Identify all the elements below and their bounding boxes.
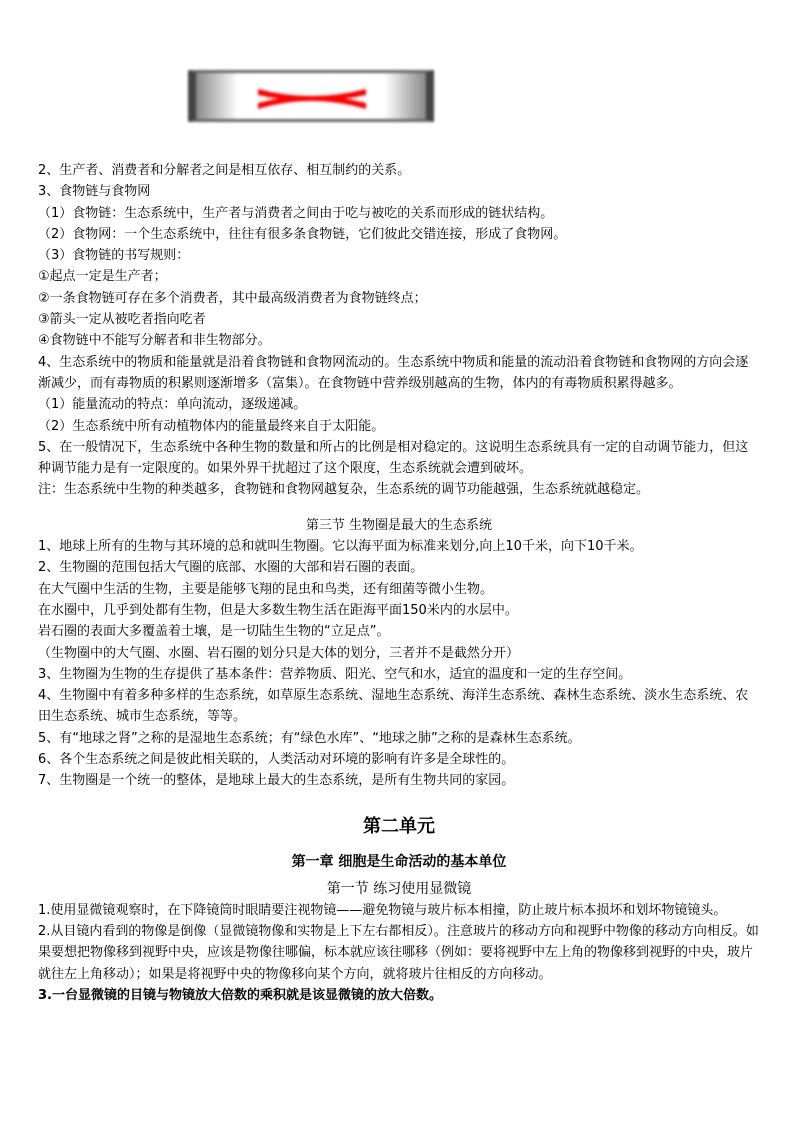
text-line: 在水圈中，几乎到处都有生物，但是大多数生物生活在距海平面150米内的水层中。 [38, 602, 518, 618]
chapter-title: 第一章 细胞是生命活动的基本单位 [291, 853, 507, 870]
section-3-title: 第三节 生物圈是最大的生态系统 [305, 517, 493, 533]
paragraph-5: 5、在一般情况下，生态系统中各种生物的数量和所占的比例是相对稳定的。这说明生态系统具有一定的自动调节能力，但这种调节能力是有一定限度的。如果外界干扰超过了这个限度，生态系统就会遭到破坏。 [38, 439, 749, 477]
subsection-title: 第一节 练习使用显微镜 [326, 880, 472, 897]
text-line: （生物圈中的大气圈、水圈、岩石圈的划分只是大体的划分，三者并不是截然分开） [38, 645, 520, 661]
text-line: 7、生物圈是一个统一的整体，是地球上最大的生态系统，是所有生物共同的家园。 [38, 773, 515, 789]
text-line: （1）食物链：生态系统中，生产者与消费者之间由于吃与被吃的关系而形成的链状结构。 [38, 205, 554, 221]
text-line: （3）食物链的书写规则： [38, 248, 190, 264]
microscope-point-3: 3.一台显微镜的目镜与物镜放大倍数的乘积就是该显微镜的放大倍数。 [38, 987, 442, 1003]
text-line: 岩石圈的表面大多覆盖着土壤，是一切陆生生物的“立足点”。 [38, 624, 390, 640]
text-line: 6、各个生态系统之间是彼此相关联的，人类活动对环境的影响有许多是全球性的。 [38, 752, 515, 768]
text-line: ③箭头一定从被吃者指向吃者 [38, 312, 206, 328]
note-line: 注：生态系统中生物的种类越多，食物链和食物网越复杂，生态系统的调节功能越强，生态系统就越稳定。 [38, 482, 650, 498]
text-line: 3、生物圈为生物的生存提供了基本条件：营养物质、阳光、空气和水，适宜的温度和一定的生存空间。 [38, 666, 632, 682]
section-3-paragraph-4: 4、生物圈中有着多种多样的生态系统，如草原生态系统、湿地生态系统、海洋生态系统、森林生态系统、淡水生态系统、农田生态系统、城市生态系统，等等。 [38, 688, 749, 725]
paragraph-4: 4、生态系统中的物质和能量就是沿着食物链和食物网流动的。生态系统中物质和能量的流动沿着食物链和食物网的方向会逐渐减少，而有毒物质的积累则逐渐增多（富集）。在食物链中营养级别越高的生物，体内的有毒物质积累得越多。 [38, 354, 749, 391]
text-line: 3、食物链与食物网 [38, 184, 151, 200]
text-line: ①起点一定是生产者； [38, 269, 167, 285]
unit-title: 第二单元 [363, 815, 435, 837]
text-line: 2、生物圈的范围包括大气圈的底部、水圈的大部和岩石圈的表面。 [38, 560, 424, 576]
microscope-point-1: 1.使用显微镜观察时，在下降镜筒时眼睛要注视物镜——避免物镜与玻片标本相撞，防止玻片标本损坏和划坏物镜镜头。 [38, 902, 727, 918]
text-line: 5、有“地球之肾”之称的是湿地生态系统；有“绿色水库”、“地球之肺”之称的是森林生态系统。 [38, 730, 581, 746]
text-line: （2）生态系统中所有动植物体内的能量最终来自于太阳能。 [38, 418, 385, 434]
text-line: （2）食物网：一个生态系统中，往往有很多条食物链，它们彼此交错连接，形成了食物网。 [38, 226, 567, 242]
text-line: （1）能量流动的特点：单向流动，逐级递减。 [38, 397, 307, 413]
document-body [38, 160, 760, 1006]
text-line: 在大气圈中生活的生物，主要是能够飞翔的昆虫和鸟类，还有细菌等微小生物。 [38, 581, 494, 597]
text-line: ④食物链中不能写分解者和非生物部分。 [38, 333, 271, 349]
text-line: ②一条食物链可存在多个消费者，其中最高级消费者为食物链终点； [38, 290, 427, 306]
broken-image-placeholder [188, 70, 434, 122]
text-line: 1、地球上所有的生物与其环境的总和就叫生物圈。它以海平面为标准来划分,向上10千米，向下10千米。 [38, 539, 643, 555]
broken-image-icon [196, 73, 426, 119]
microscope-point-2: 2.从目镜内看到的物像是倒像（显微镜物像和实物是上下左右都相反）。注意玻片的移动方向和视野中物像的移动方向相反。如果要想把物像移到视野中央，应该是物像往哪偏，标本就应该往哪移（例如：要将视野中左上角的物像移到视野的中央，玻片就往左上角移动）；如果是将视野中央的物像移向某个方向，就将玻片往相反的方向移动。 [38, 923, 759, 982]
text-line: 2、生产者、消费者和分解者之间是相互依存、相互制约的关系。 [38, 163, 411, 178]
